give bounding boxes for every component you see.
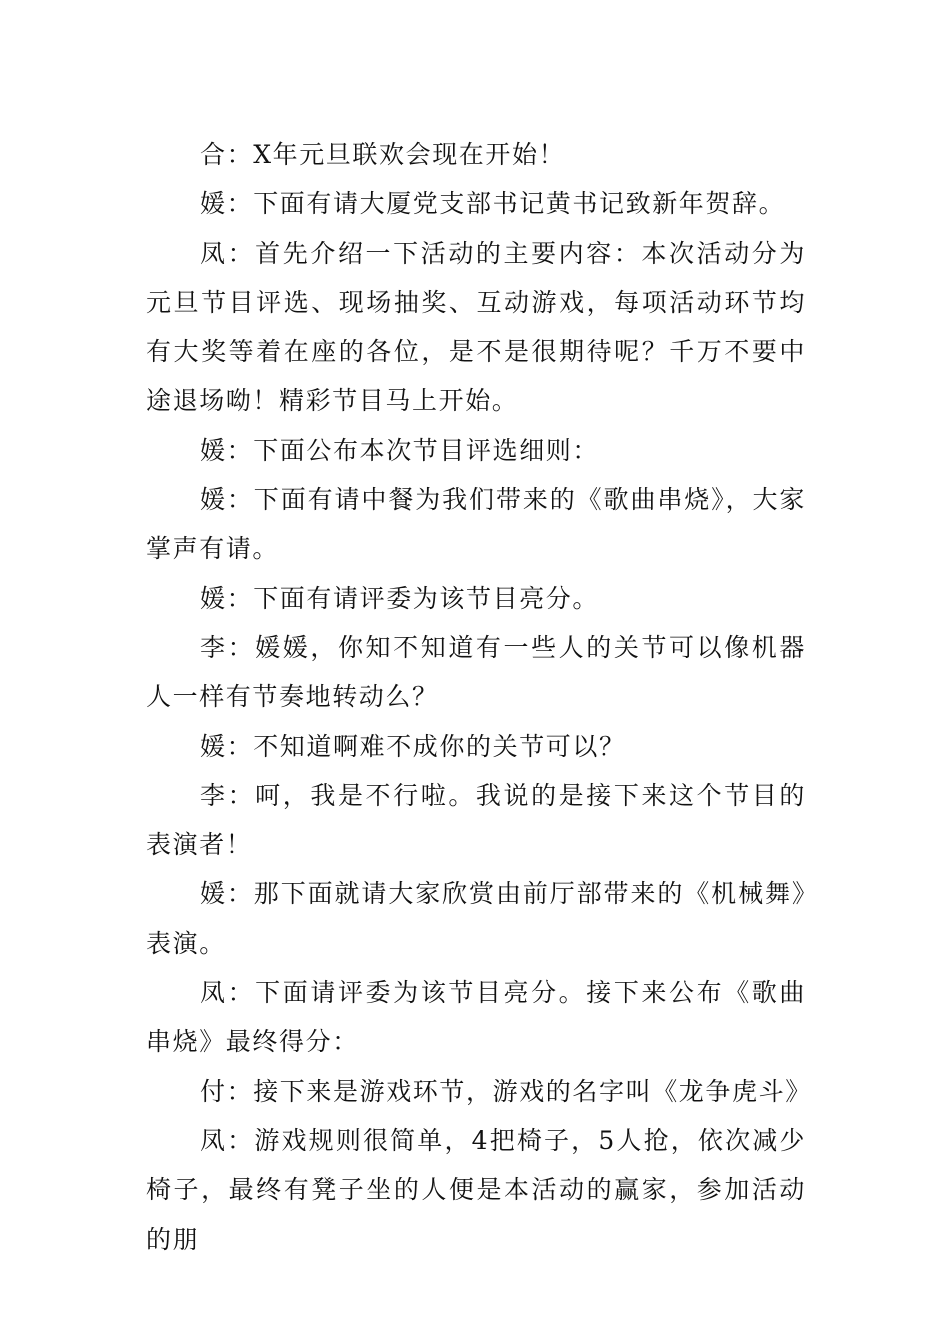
paragraph-song-medley: 媛：下面有请中餐为我们带来的《歌曲串烧》，大家掌声有请。 <box>146 485 806 564</box>
paragraph-game-intro: 付：接下来是游戏环节，游戏的名字叫《龙争虎斗》 <box>200 1076 812 1106</box>
paragraph-opening: 合：X年元旦联欢会现在开始！ <box>200 140 566 169</box>
paragraph-robot-joints: 李：媛媛，你知不知道有一些人的关节可以像机器人一样有节奏地转动么？ <box>146 632 806 712</box>
paragraph-final-score: 凤：下面请评委为该节目亮分。接下来公布《歌曲串烧》最终得分： <box>146 978 806 1057</box>
paragraph-rules-announcement: 媛：下面公布本次节目评选细则： <box>200 435 600 465</box>
paragraph-robot-dance: 媛：那下面就请大家欣赏由前厅部带来的《机械舞》表演。 <box>146 879 806 958</box>
paragraph-reply: 媛：不知道啊难不成你的关节可以？ <box>200 731 626 761</box>
paragraph-game-rules: 凤：游戏规则很简单，4把椅子，5人抢，依次减少椅子，最终有凳子坐的人便是本活动的赢家，参加活动的朋 <box>146 1125 806 1254</box>
paragraph-performer: 李：呵，我是不行啦。我说的是接下来这个节目的表演者！ <box>146 780 806 860</box>
document-body <box>146 130 812 1264</box>
paragraph-activity-intro: 凤：首先介绍一下活动的主要内容：本次活动分为元旦节目评选、现场抽奖、互动游戏，每项活动环节均有大奖等着在座的各位，是不是很期待呢？千万不要中途退场呦！精彩节目马上开始。 <box>146 238 806 416</box>
paragraph-judges-score: 媛：下面有请评委为该节目亮分。 <box>200 583 600 613</box>
paragraph-new-year-speech: 媛：下面有请大厦党支部书记黄书记致新年贺辞。 <box>200 189 786 219</box>
